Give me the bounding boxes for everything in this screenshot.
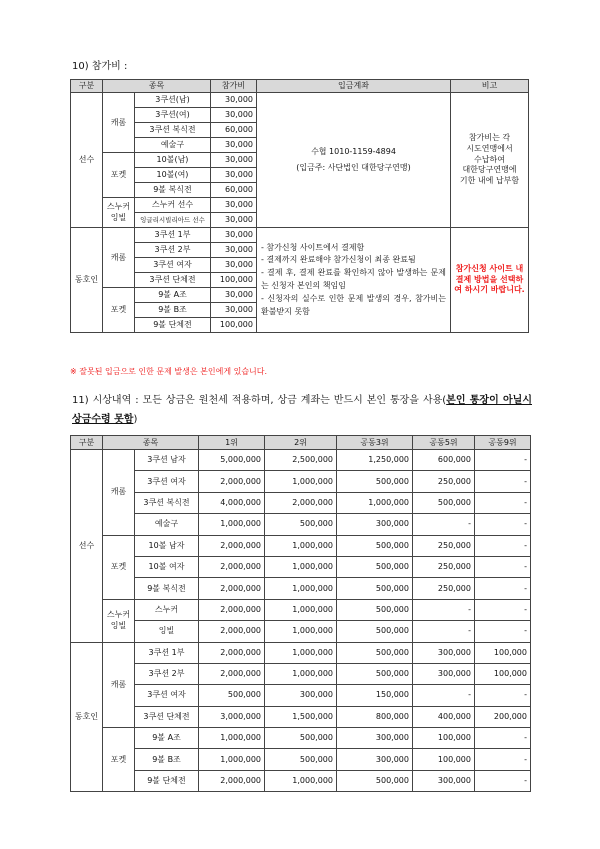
- account-number: 수협 1010-1159-4894: [311, 147, 396, 156]
- event-name: 3쿠션 단체전: [135, 273, 211, 288]
- prize-third: 500,000: [337, 642, 413, 663]
- prize-third: 1,250,000: [337, 450, 413, 471]
- event-name: 예술구: [135, 514, 199, 535]
- group-player: 선수: [71, 450, 103, 643]
- event-name: 3쿠션 1부: [135, 642, 199, 663]
- prize-second: 1,000,000: [265, 770, 337, 791]
- prize-fifth: -: [413, 685, 475, 706]
- prize-third: 500,000: [337, 578, 413, 599]
- prize-first: 2,000,000: [199, 578, 265, 599]
- event-name: 9볼 A조: [135, 288, 211, 303]
- prize-fifth: 500,000: [413, 492, 475, 513]
- event-name: 9볼 복식전: [135, 578, 199, 599]
- table-row: [71, 556, 531, 577]
- table-row: [71, 728, 531, 749]
- prize-second: 1,000,000: [265, 642, 337, 663]
- event-name: 3쿠션(여): [135, 108, 211, 123]
- header-event: 종목: [103, 436, 199, 450]
- prize-fifth: 250,000: [413, 556, 475, 577]
- prize-second: 1,000,000: [265, 578, 337, 599]
- prize-table: [70, 435, 531, 792]
- prize-ninth: 100,000: [475, 663, 531, 684]
- fee-table: [70, 79, 529, 333]
- group-amateur: 동호인: [71, 228, 103, 333]
- header-first: 1위: [199, 436, 265, 450]
- prize-ninth: -: [475, 492, 531, 513]
- prize-third: 500,000: [337, 471, 413, 492]
- discipline-carom: 캐롬: [103, 450, 135, 536]
- prize-second: 2,000,000: [265, 492, 337, 513]
- payment-note: - 신청자의 실수로 인한 문제 발생의 경우, 참가비는 환불받지 못함: [261, 293, 446, 316]
- prize-ninth: -: [475, 535, 531, 556]
- prize-third: 150,000: [337, 685, 413, 706]
- fee-value: 30,000: [211, 288, 257, 303]
- fee-value: 60,000: [211, 123, 257, 138]
- discipline-carom: 캐롬: [103, 642, 135, 728]
- prize-third: 500,000: [337, 599, 413, 620]
- prize-second: 1,000,000: [265, 471, 337, 492]
- group-amateur: 동호인: [71, 642, 103, 792]
- table-row: [71, 621, 531, 642]
- prize-ninth: -: [475, 728, 531, 749]
- prize-first: 4,000,000: [199, 492, 265, 513]
- payment-warning: ※ 잘못된 입금으로 인한 문제 발생은 본인에게 있습니다.: [70, 367, 268, 376]
- event-name: 9볼 단체전: [135, 770, 199, 791]
- table-row: [71, 514, 531, 535]
- prize-ninth: -: [475, 556, 531, 577]
- prize-fifth: 600,000: [413, 450, 475, 471]
- event-name: 3쿠션 여자: [135, 471, 199, 492]
- prize-second: 2,500,000: [265, 450, 337, 471]
- header-remark: 비고: [451, 80, 529, 93]
- prize-first: 2,000,000: [199, 663, 265, 684]
- prize-third: 300,000: [337, 749, 413, 770]
- prize-table-header: [71, 436, 531, 450]
- prize-fifth: 250,000: [413, 535, 475, 556]
- prize-first: 5,000,000: [199, 450, 265, 471]
- header-third: 공동3위: [337, 436, 413, 450]
- prize-fifth: 300,000: [413, 663, 475, 684]
- prize-fifth: 250,000: [413, 471, 475, 492]
- header-event: 종목: [103, 80, 211, 93]
- event-name: 9볼 A조: [135, 728, 199, 749]
- event-name: 10볼(여): [135, 168, 211, 183]
- event-name: 잉빌: [135, 621, 199, 642]
- prize-third: 500,000: [337, 556, 413, 577]
- table-row: [71, 228, 529, 243]
- prize-second: 500,000: [265, 514, 337, 535]
- fee-value: 30,000: [211, 153, 257, 168]
- prize-fifth: -: [413, 621, 475, 642]
- payment-note: - 결제 후, 결제 완료를 확인하지 않아 발생하는 문제는 신청자 본인의 책임임: [261, 268, 446, 290]
- header-account: 입금계좌: [257, 80, 451, 93]
- prize-ninth: -: [475, 471, 531, 492]
- prize-second: 1,000,000: [265, 621, 337, 642]
- prize-fifth: 100,000: [413, 728, 475, 749]
- fee-value: 30,000: [211, 108, 257, 123]
- event-name: 3쿠션 남자: [135, 450, 199, 471]
- prize-first: 1,000,000: [199, 728, 265, 749]
- payment-note: - 결제까지 완료해야 참가신청이 최종 완료됨: [261, 255, 416, 265]
- table-row: [71, 535, 531, 556]
- discipline-pocket: 포켓: [103, 288, 135, 333]
- account-info: [257, 93, 451, 228]
- table-row: [71, 685, 531, 706]
- prize-first: 2,000,000: [199, 535, 265, 556]
- prize-third: 500,000: [337, 770, 413, 791]
- prize-second: 500,000: [265, 749, 337, 770]
- prize-ninth: 200,000: [475, 706, 531, 727]
- discipline-pocket: 포켓: [103, 153, 135, 198]
- event-name: 스누커 선수: [135, 198, 211, 213]
- event-name: 10볼 여자: [135, 556, 199, 577]
- prize-ninth: -: [475, 578, 531, 599]
- event-name: 9볼 B조: [135, 303, 211, 318]
- prize-title-end: ): [133, 414, 138, 425]
- table-row: [71, 93, 529, 108]
- table-row: [71, 492, 531, 513]
- table-row: [71, 450, 531, 471]
- fee-value: 30,000: [211, 213, 257, 228]
- prize-third: 300,000: [337, 728, 413, 749]
- player-remark: 참가비는 각 시도연맹에서 수납하여 대한당구연맹에 기한 내에 납부함: [451, 93, 529, 228]
- prize-first: 2,000,000: [199, 621, 265, 642]
- fee-value: 30,000: [211, 258, 257, 273]
- discipline-pocket: 포켓: [103, 535, 135, 599]
- fee-value: 100,000: [211, 318, 257, 333]
- prize-second: 1,000,000: [265, 599, 337, 620]
- event-name: 3쿠션 2부: [135, 243, 211, 258]
- prize-fifth: -: [413, 514, 475, 535]
- prize-ninth: -: [475, 685, 531, 706]
- event-name: 9볼 B조: [135, 749, 199, 770]
- header-category: 구분: [71, 436, 103, 450]
- event-name: 3쿠션 복식전: [135, 123, 211, 138]
- payment-notes: [257, 228, 451, 333]
- table-row: [71, 770, 531, 791]
- header-ninth: 공동9위: [475, 436, 531, 450]
- event-name: 잉글리시빌리아드 선수: [135, 213, 211, 228]
- account-holder: (입금주: 사단법인 대한당구연맹): [296, 163, 411, 172]
- prize-third: 300,000: [337, 514, 413, 535]
- event-name: 3쿠션 2부: [135, 663, 199, 684]
- event-name: 3쿠션 여자: [135, 685, 199, 706]
- table-row: [71, 599, 531, 620]
- discipline-carom: 캐롬: [103, 228, 135, 288]
- prize-first: 1,000,000: [199, 514, 265, 535]
- prize-title-text: 11) 시상내역 : 모든 상금은 원천세 적용하며, 상금 계좌는 반드시 본인 통장을 사용(: [72, 395, 447, 406]
- event-name: 9볼 단체전: [135, 318, 211, 333]
- prize-ninth: -: [475, 599, 531, 620]
- prize-first: 2,000,000: [199, 770, 265, 791]
- fee-value: 30,000: [211, 138, 257, 153]
- table-row: [71, 642, 531, 663]
- table-row: [71, 749, 531, 770]
- event-name: 3쿠션 1부: [135, 228, 211, 243]
- prize-fifth: 300,000: [413, 642, 475, 663]
- prize-first: 2,000,000: [199, 556, 265, 577]
- prize-first: 2,000,000: [199, 471, 265, 492]
- prize-third: 500,000: [337, 663, 413, 684]
- prize-second: 1,000,000: [265, 556, 337, 577]
- prize-third: 500,000: [337, 621, 413, 642]
- prize-first: 2,000,000: [199, 642, 265, 663]
- group-player: 선수: [71, 93, 103, 228]
- fee-value: 60,000: [211, 183, 257, 198]
- header-second: 2위: [265, 436, 337, 450]
- header-fee: 참가비: [211, 80, 257, 93]
- event-name: 10볼(남): [135, 153, 211, 168]
- prize-ninth: -: [475, 621, 531, 642]
- prize-first: 2,000,000: [199, 599, 265, 620]
- prize-first: 1,000,000: [199, 749, 265, 770]
- prize-ninth: 100,000: [475, 642, 531, 663]
- fee-value: 30,000: [211, 93, 257, 108]
- event-name: 3쿠션 복식전: [135, 492, 199, 513]
- amateur-remark: 참가신청 사이트 내 결제 방법을 선택하여 하시기 바랍니다.: [451, 228, 529, 333]
- table-row: [71, 471, 531, 492]
- prize-fifth: 400,000: [413, 706, 475, 727]
- event-name: 3쿠션(남): [135, 93, 211, 108]
- prize-section-title: [72, 391, 532, 429]
- event-name: 스누커: [135, 599, 199, 620]
- prize-second: 300,000: [265, 685, 337, 706]
- prize-ninth: -: [475, 770, 531, 791]
- payment-note: - 참가신청 사이트에서 결제함: [261, 242, 365, 252]
- prize-first: 500,000: [199, 685, 265, 706]
- discipline-carom: 캐롬: [103, 93, 135, 153]
- table-row: [71, 706, 531, 727]
- event-name: 10볼 남자: [135, 535, 199, 556]
- prize-title-emphasis: 본인 통장이 아닐시 상금수령 못함: [72, 395, 532, 425]
- prize-ninth: -: [475, 749, 531, 770]
- prize-fifth: -: [413, 599, 475, 620]
- fee-value: 30,000: [211, 243, 257, 258]
- event-name: 3쿠션 단체전: [135, 706, 199, 727]
- event-name: 예술구: [135, 138, 211, 153]
- fee-value: 30,000: [211, 303, 257, 318]
- prize-third: 1,000,000: [337, 492, 413, 513]
- fee-table-header: [71, 80, 529, 93]
- prize-ninth: -: [475, 514, 531, 535]
- prize-third: 800,000: [337, 706, 413, 727]
- fee-value: 30,000: [211, 168, 257, 183]
- prize-second: 1,000,000: [265, 535, 337, 556]
- prize-fifth: 250,000: [413, 578, 475, 599]
- fee-value: 30,000: [211, 228, 257, 243]
- prize-second: 500,000: [265, 728, 337, 749]
- header-category: 구분: [71, 80, 103, 93]
- prize-second: 1,000,000: [265, 663, 337, 684]
- event-name: 3쿠션 여자: [135, 258, 211, 273]
- discipline-snooker: 스누커 잉빌: [103, 599, 135, 642]
- prize-second: 1,500,000: [265, 706, 337, 727]
- fee-section-title: 10) 참가비 :: [72, 61, 128, 72]
- fee-value: 100,000: [211, 273, 257, 288]
- event-name: 9볼 복식전: [135, 183, 211, 198]
- header-fifth: 공동5위: [413, 436, 475, 450]
- prize-third: 500,000: [337, 535, 413, 556]
- table-row: [71, 663, 531, 684]
- discipline-snooker: 스누커 잉빌: [103, 198, 135, 228]
- prize-ninth: -: [475, 450, 531, 471]
- prize-first: 3,000,000: [199, 706, 265, 727]
- prize-fifth: 300,000: [413, 770, 475, 791]
- prize-fifth: 100,000: [413, 749, 475, 770]
- discipline-pocket: 포켓: [103, 728, 135, 792]
- table-row: [71, 578, 531, 599]
- fee-value: 30,000: [211, 198, 257, 213]
